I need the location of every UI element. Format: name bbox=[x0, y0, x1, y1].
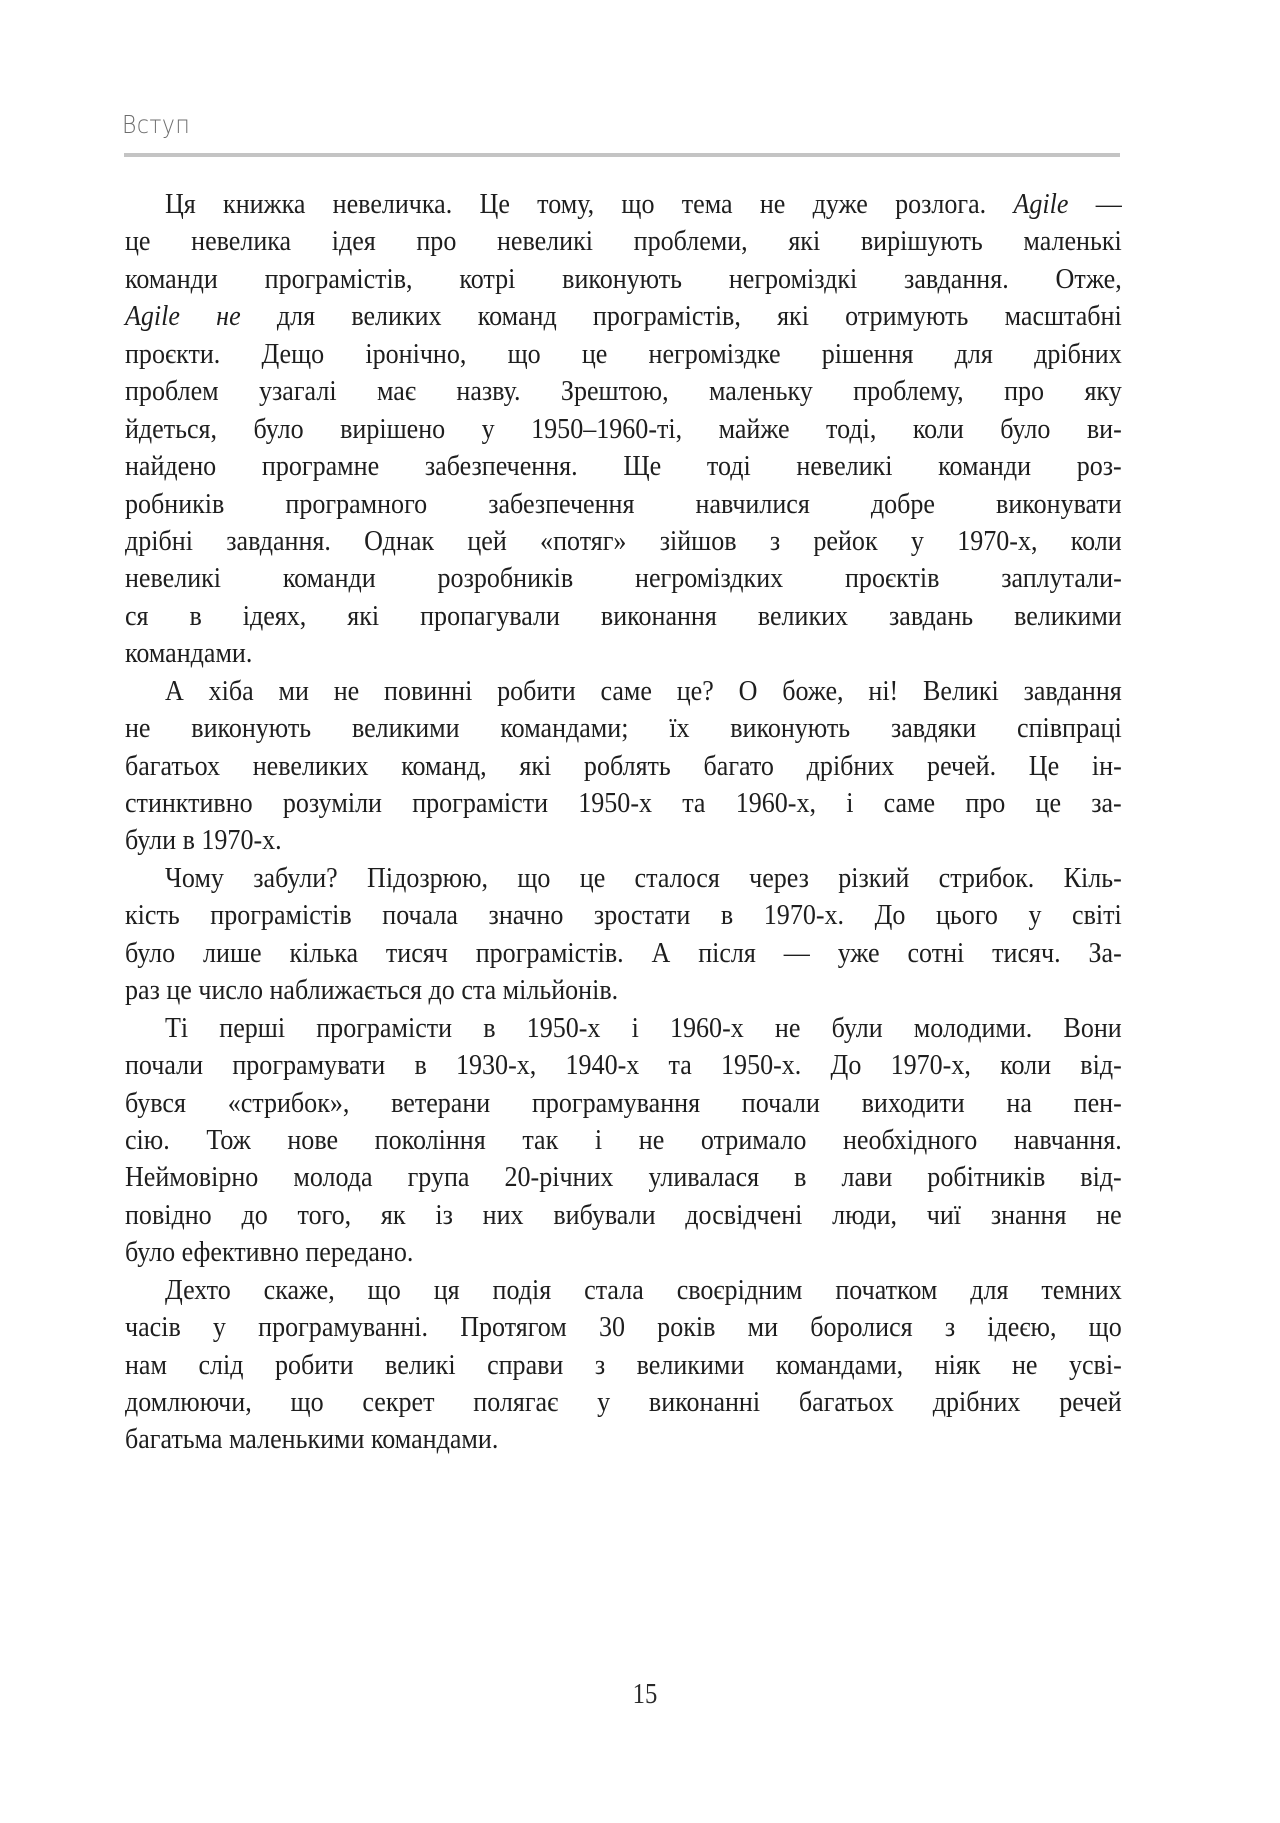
text-line: було лише кілька тисяч програмістів. А після — уже сотні тисяч. За- bbox=[125, 937, 1122, 969]
text-line: робників програмного забезпечення навчилися добре виконувати bbox=[125, 488, 1122, 520]
text-line: не виконують великими командами; їх виконують завдяки співпраці bbox=[125, 713, 1122, 745]
text-line: сію. Тож нове покоління так і не отримало необхідного навчання. bbox=[125, 1124, 1122, 1156]
text-line: кість програмістів почала значно зростати в 1970-х. До цього у світі bbox=[125, 900, 1122, 932]
text-line: найдено програмне забезпечення. Ще тоді невеликі команди роз- bbox=[125, 451, 1122, 483]
header-rule bbox=[124, 153, 1120, 157]
text-line: Дехто скаже, що ця подія стала своєрідним початком для темних bbox=[164, 1274, 1122, 1306]
text-line: А хіба ми не повинні робити саме це? О боже, ні! Великі завдання bbox=[164, 675, 1122, 707]
text-line: проєкти. Дещо іронічно, що це негроміздке рішення для дрібних bbox=[125, 338, 1122, 370]
emphasis: Agile bbox=[1013, 189, 1069, 220]
running-head: Вступ bbox=[122, 110, 191, 139]
text-line: нам слід робити великі справи з великими командами, ніяк не усві- bbox=[125, 1349, 1122, 1381]
text-line: проблем узагалі має назву. Зрештою, маленьку проблему, про яку bbox=[125, 376, 1122, 408]
paragraph bbox=[125, 186, 1122, 673]
text-line: Ця книжка невеличка. Це тому, що тема не дуже розлога. Agile — bbox=[164, 189, 1122, 220]
text-line: Неймовірно молода група 20-річних уливалася в лави робітників від- bbox=[125, 1162, 1122, 1194]
paragraph bbox=[125, 1010, 1122, 1272]
text-line: домлюючи, що секрет полягає у виконанні багатьох дрібних речей bbox=[125, 1387, 1122, 1418]
text-line: дрібні завдання. Однак цей «потяг» зійшов з рейок у 1970-х, коли bbox=[125, 525, 1122, 557]
text-line: стинктивно розуміли програмісти 1950-х та 1960-х, і саме про це за- bbox=[125, 788, 1122, 819]
text-line: повідно до того, як із них вибували досвідчені люди, чиї знання не bbox=[125, 1199, 1122, 1231]
paragraph bbox=[125, 860, 1122, 1010]
text-line: було ефективно передано. bbox=[125, 1237, 414, 1269]
text-line: невеликі команди розробників негроміздких проєктів заплутали- bbox=[125, 563, 1122, 595]
text-line: Чому забули? Підозрюю, що це сталося через різкий стрибок. Кіль- bbox=[164, 862, 1122, 894]
text-line: це невелика ідея про невеликі проблеми, які вирішують маленькі bbox=[125, 226, 1122, 258]
text-line: бувся «стрибок», ветерани програмування почали виходити на пен- bbox=[125, 1087, 1122, 1119]
text-line: багатьма маленькими командами. bbox=[125, 1424, 499, 1456]
text-line: були в 1970-х. bbox=[125, 825, 282, 857]
text-line: йдеться, було вирішено у 1950–1960-ті, майже тоді, коли було ви- bbox=[125, 413, 1122, 445]
page-number: 15 bbox=[632, 1678, 658, 1710]
paragraph bbox=[125, 673, 1122, 860]
emphasis: Agile не bbox=[125, 301, 241, 333]
text-line: багатьох невеликих команд, які роблять багато дрібних речей. Це ін- bbox=[125, 750, 1122, 782]
text-line: ся в ідеях, які пропагували виконання великих завдань великими bbox=[125, 600, 1122, 632]
text-line: Ті перші програмісти в 1950-х і 1960-х не були молодими. Вони bbox=[164, 1012, 1122, 1044]
text-line: Agile не для великих команд програмістів, які отримують масштабні bbox=[125, 301, 1122, 333]
text-line: часів у програмуванні. Протягом 30 років ми боролися з ідеєю, що bbox=[125, 1312, 1122, 1344]
paragraph bbox=[125, 1272, 1122, 1459]
text-line: команди програмістів, котрі виконують негроміздкі завдання. Отже, bbox=[125, 263, 1122, 295]
text-line: командами. bbox=[125, 638, 253, 670]
text-line: почали програмувати в 1930-х, 1940-х та 1950-х. До 1970-х, коли від- bbox=[125, 1050, 1122, 1082]
text-line: раз це число наближається до ста мільйонів. bbox=[125, 975, 619, 1007]
body-text bbox=[125, 186, 1122, 1459]
